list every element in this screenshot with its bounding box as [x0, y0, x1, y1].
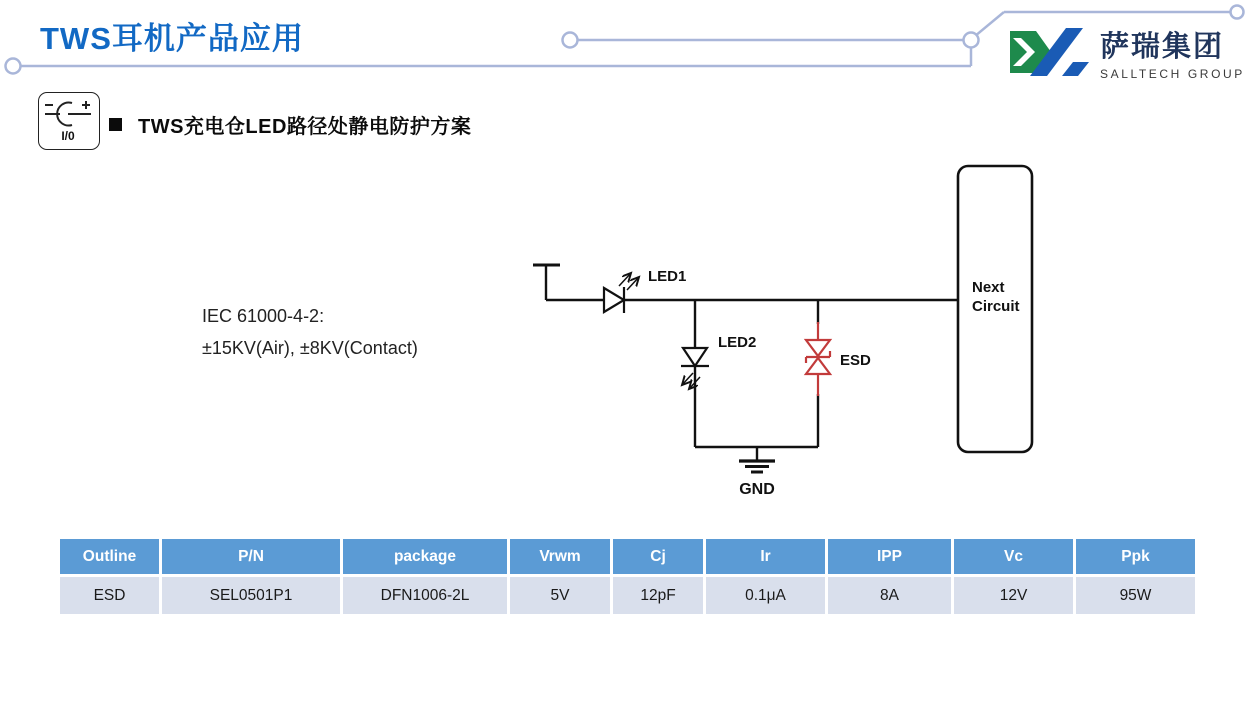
- io-port-icon: [38, 92, 100, 150]
- section-header: [109, 110, 471, 139]
- led2-label: LED2: [718, 334, 757, 351]
- col-header-package: package: [343, 539, 507, 574]
- cell-ipp: 8A: [828, 577, 951, 614]
- logo-company-name-cn: 萨瑞集团: [1100, 31, 1225, 63]
- salltech-logo-icon: [1010, 25, 1090, 80]
- cell-outline: ESD: [60, 577, 159, 614]
- col-header-ppk: Ppk: [1076, 539, 1195, 574]
- cell-vc: 12V: [954, 577, 1073, 614]
- cell-pn: SEL0501P1: [162, 577, 340, 614]
- iec-note-line2: ±15KV(Air), ±8KV(Contact): [202, 338, 418, 358]
- logo-company-name-en: SALLTECH GROUP: [1100, 67, 1245, 81]
- col-header-outline: Outline: [60, 539, 159, 574]
- spec-table: [57, 536, 1198, 617]
- iec-standard-note: [202, 300, 418, 364]
- bullet-square-icon: [109, 118, 122, 131]
- table-row: [60, 577, 1195, 614]
- next-circuit-label-line1: Next: [972, 279, 1005, 296]
- logo-text: [1100, 24, 1245, 81]
- page-title: TWS耳机产品应用: [40, 21, 304, 56]
- col-header-ir: Ir: [706, 539, 825, 574]
- col-header-vc: Vc: [954, 539, 1073, 574]
- cell-package: DFN1006-2L: [343, 577, 507, 614]
- cell-ir: 0.1μA: [706, 577, 825, 614]
- section-title: TWS充电仓LED路径处静电防护方案: [138, 116, 472, 138]
- cell-cj: 12pF: [613, 577, 703, 614]
- col-header-cj: Cj: [613, 539, 703, 574]
- col-header-ipp: IPP: [828, 539, 951, 574]
- cell-vrwm: 5V: [510, 577, 610, 614]
- esd-label: ESD: [840, 352, 871, 369]
- cell-ppk: 95W: [1076, 577, 1195, 614]
- iec-note-line1: IEC 61000-4-2:: [202, 306, 325, 326]
- io-icon-label: I/0: [61, 129, 75, 143]
- gnd-label: GND: [739, 481, 775, 498]
- led1-label: LED1: [648, 268, 687, 285]
- col-header-pn: P/N: [162, 539, 340, 574]
- next-circuit-label-line2: Circuit: [972, 298, 1020, 315]
- led1-symbol: [604, 273, 639, 313]
- ground-symbol: [739, 461, 775, 472]
- esd-protection-circuit-diagram: [500, 150, 1060, 510]
- esd-tvs-symbol: [806, 322, 830, 396]
- table-header-row: [60, 539, 1195, 574]
- company-logo: [1010, 24, 1245, 81]
- col-header-vrwm: Vrwm: [510, 539, 610, 574]
